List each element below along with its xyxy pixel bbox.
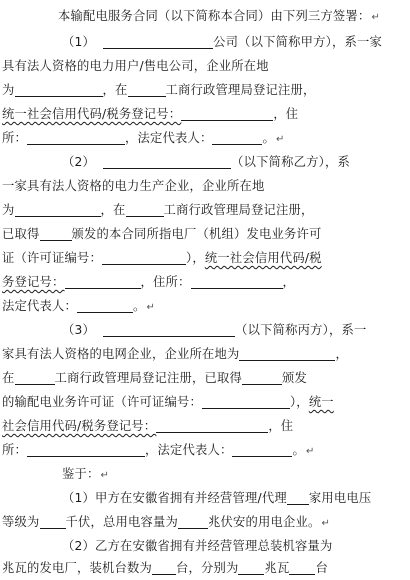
whereas-1-count-blank[interactable] [287, 490, 309, 505]
whereas-item-1-line-2: 等级为 千伏，总用电容量为 兆伏安的用电企业。↵ [2, 515, 331, 529]
party-a-line-2: 具有法人资格的电力用户/售电公司，企业所在地 [2, 59, 269, 73]
party-c-line-1: （3） （以下简称丙方），系一 [62, 323, 367, 337]
party-a-bureau-blank[interactable] [128, 82, 166, 97]
whereas-heading: 鉴于：↵ [62, 467, 110, 481]
party-b-legal-rep-blank[interactable] [77, 298, 133, 313]
party-b-license-no-blank[interactable] [102, 250, 186, 265]
party-c-line-3: 在 工商行政管理局登记注册，已取得 颁发 [2, 371, 307, 385]
intro-line: 本输配电服务合同（以下简称本合同）由下列三方签署：↵ [58, 9, 381, 23]
whereas-item-2-line-1: （2）乙方在安徽省拥有并经营管理总装机容量为 [62, 539, 333, 553]
party-a-credit-code-blank[interactable] [181, 106, 273, 121]
party-b-residence-blank[interactable] [191, 274, 283, 289]
party-b-credit-code-blank[interactable] [65, 274, 141, 289]
party-c-line-2: 家具有法人资格的电网企业，企业所在地为 ， [2, 347, 348, 361]
whereas-1-voltage-blank[interactable] [40, 514, 66, 529]
party-a-legal-rep-blank[interactable] [212, 130, 262, 145]
party-c-license-no-blank[interactable] [202, 394, 290, 409]
party-a-name-blank[interactable] [103, 34, 213, 49]
party-a-residence-blank[interactable] [27, 130, 125, 145]
party-b-issuer-blank[interactable] [40, 226, 72, 241]
whereas-item-1-line-1: （1）甲方在安徽省拥有并经营管理/代理 家用电电压 [62, 491, 372, 505]
party-b-line-2: 一家具有法人资格的电力生产企业，企业所在地 [2, 179, 265, 193]
whereas-2-unit-capacity-blank[interactable] [238, 560, 264, 575]
party-c-bureau-blank[interactable] [15, 370, 55, 385]
party-b-line-6: 务登记号： ，住所： ， [2, 275, 295, 289]
whereas-2-extra-blank[interactable] [289, 560, 315, 575]
party-c-address-blank[interactable] [239, 346, 335, 361]
party-b-line-4: 已取得 颁发的本合同所指电厂（机组）发电业务许可 [2, 227, 322, 241]
party-c-issuer-blank[interactable] [242, 370, 282, 385]
party-a-line-4: 统一社会信用代码/税务登记号： ，住 [2, 107, 299, 121]
party-b-line-3: 为 ，在 工商行政管理局登记注册， [2, 203, 314, 217]
party-a-address-blank[interactable] [15, 82, 103, 97]
party-b-line-1: （2） （以下简称乙方），系 [62, 155, 350, 169]
party-b-line-7: 法定代表人： 。↵ [2, 299, 156, 313]
whereas-item-2-line-2: 兆瓦的发电厂，装机台数为 台，分别为 兆瓦 台 [2, 561, 328, 575]
party-b-line-5: 证（许可证编号： ），统一社会信用代码/税 [2, 251, 322, 265]
whereas-2-units-blank[interactable] [152, 560, 176, 575]
party-a-line-1: （1） 公司（以下简称甲方），系一家 [62, 35, 382, 49]
intro-text: 本输配电服务合同（以下简称本合同）由下列三方签署： [58, 9, 371, 23]
party-c-line-5: 社会信用代码/税务登记号： ，住 [2, 419, 294, 433]
party-b-name-blank[interactable] [103, 154, 231, 169]
party-c-line-6: 所： ，法定代表人： 。↵ [2, 443, 315, 457]
party-c-residence-blank[interactable] [27, 442, 145, 457]
party-c-line-4: 的输配电业务许可证（许可证编号： ），统一 [2, 395, 334, 409]
party-c-name-blank[interactable] [103, 322, 235, 337]
party-c-legal-rep-blank[interactable] [232, 442, 292, 457]
whereas-1-capacity-blank[interactable] [178, 514, 208, 529]
party-b-bureau-blank[interactable] [126, 202, 164, 217]
party-c-credit-code-blank[interactable] [156, 418, 268, 433]
party-a-line-5: 所： ，法定代表人： 。↵ [2, 131, 285, 145]
party-a-line-3: 为 ，在 工商行政管理局登记注册， [2, 83, 316, 97]
party-b-address-blank[interactable] [15, 202, 101, 217]
